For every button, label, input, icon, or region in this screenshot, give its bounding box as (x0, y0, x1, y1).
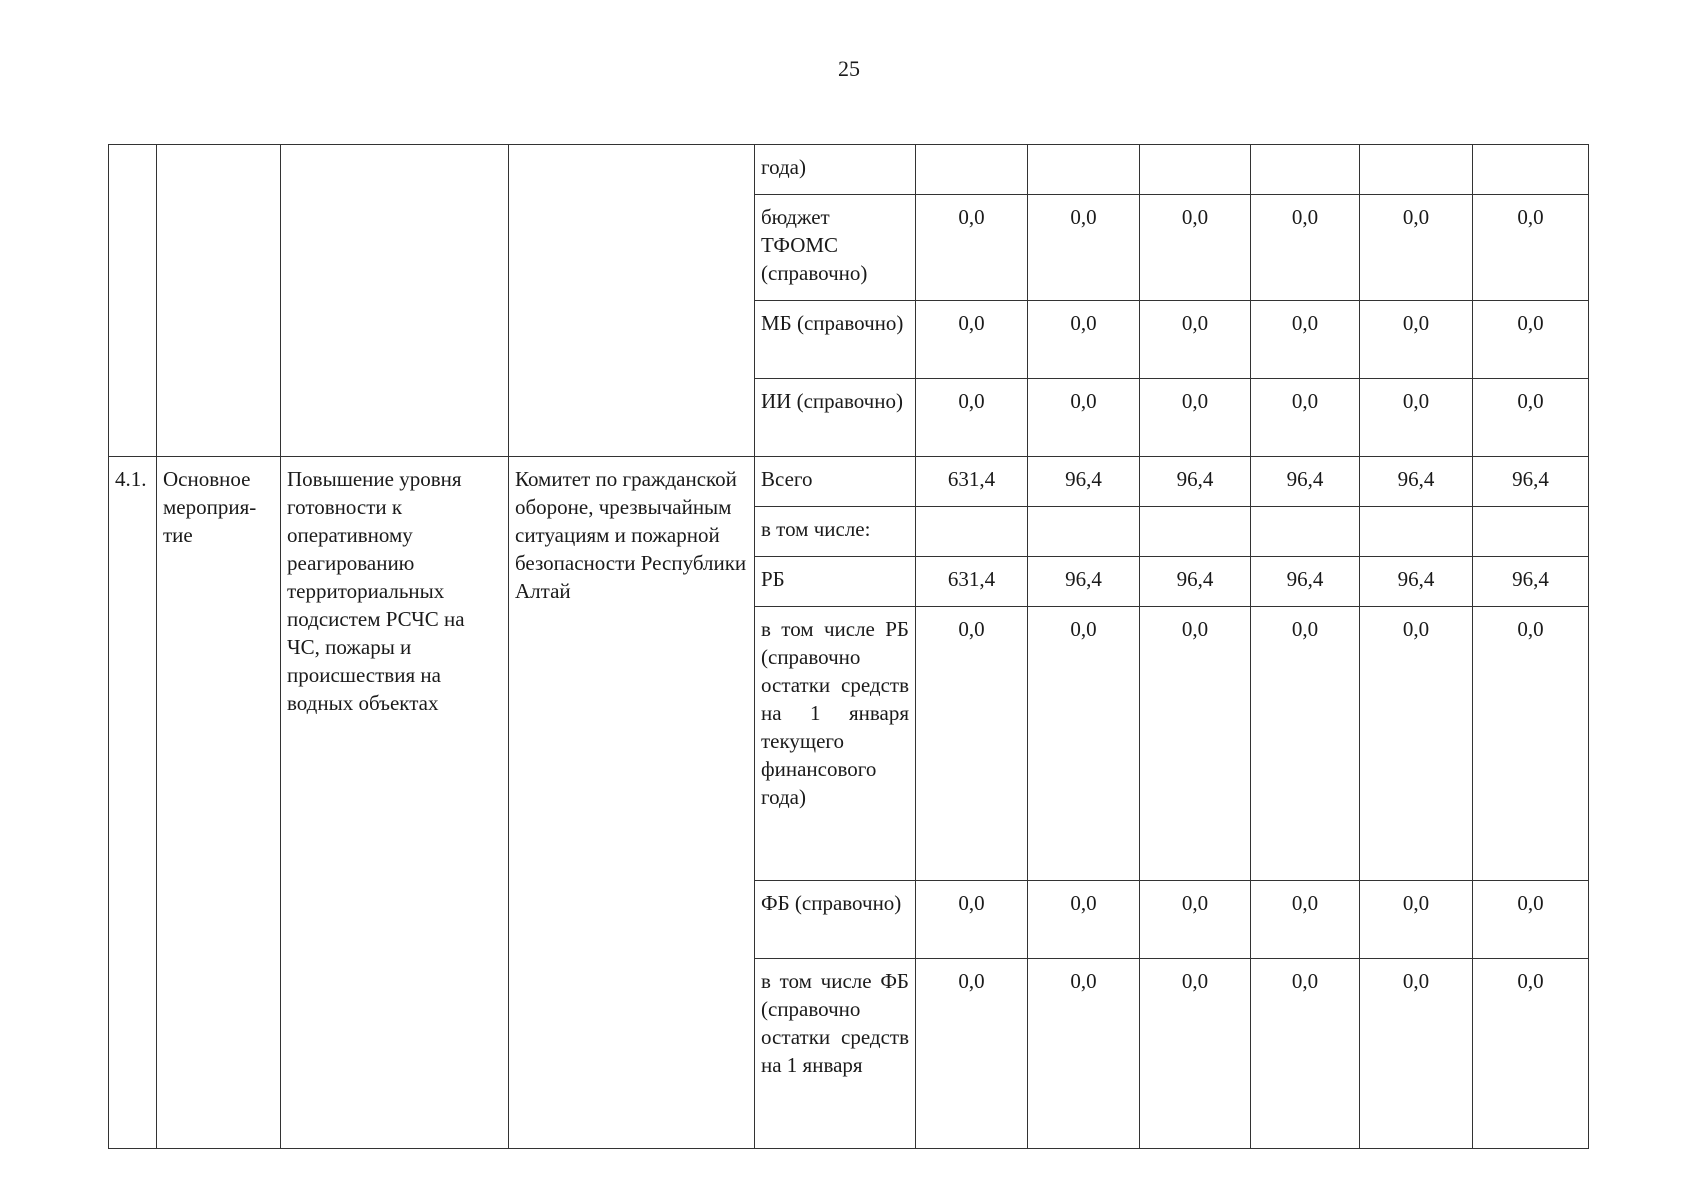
value-cell: 0,0 (1473, 301, 1589, 379)
value-cell: 96,4 (1473, 557, 1589, 607)
value-cell (916, 507, 1028, 557)
value-cell: 0,0 (916, 881, 1028, 959)
source-label: РБ (755, 557, 916, 607)
value-cell (1473, 145, 1589, 195)
value-cell (1140, 145, 1251, 195)
value-cell (1360, 507, 1473, 557)
value-cell: 0,0 (1473, 959, 1589, 1149)
value-cell: 0,0 (1028, 959, 1140, 1149)
cell-empty (509, 145, 755, 457)
value-cell (1251, 145, 1360, 195)
value-cell: 0,0 (1251, 301, 1360, 379)
value-cell: 0,0 (1140, 301, 1251, 379)
value-cell: 0,0 (1140, 607, 1251, 881)
value-cell: 0,0 (916, 959, 1028, 1149)
value-cell: 0,0 (1360, 301, 1473, 379)
value-cell: 96,4 (1473, 457, 1589, 507)
value-cell: 631,4 (916, 557, 1028, 607)
value-cell: 0,0 (916, 379, 1028, 457)
source-label: в том числе: (755, 507, 916, 557)
item-name: Повышение уровня готовности к оперативному реагированию территориальных подсистем РСЧС на ЧС, пожары и происшествия на водных объектах (281, 457, 509, 1149)
table-row (109, 145, 1589, 195)
value-cell: 0,0 (1140, 379, 1251, 457)
value-cell (1473, 507, 1589, 557)
value-cell: 0,0 (1140, 959, 1251, 1149)
value-cell: 0,0 (1473, 379, 1589, 457)
table-row (109, 457, 1589, 507)
source-label: в том числе ФБ (справочно остатки средств на 1 января (755, 959, 916, 1149)
cell-empty (109, 145, 157, 457)
source-label: ИИ (справочно) (755, 379, 916, 457)
value-cell: 0,0 (1360, 607, 1473, 881)
value-cell: 631,4 (916, 457, 1028, 507)
value-cell: 0,0 (1028, 195, 1140, 301)
value-cell: 0,0 (1473, 881, 1589, 959)
value-cell (1251, 507, 1360, 557)
value-cell: 96,4 (1140, 457, 1251, 507)
value-cell (1028, 507, 1140, 557)
value-cell (1028, 145, 1140, 195)
value-cell: 0,0 (1251, 881, 1360, 959)
source-label: МБ (справочно) (755, 301, 916, 379)
source-label: ФБ (справочно) (755, 881, 916, 959)
value-cell: 96,4 (1028, 457, 1140, 507)
item-number: 4.1. (109, 457, 157, 1149)
item-executor: Комитет по гражданской обороне, чрезвычайным ситуациям и пожарной безопасности Республики Алтай (509, 457, 755, 1149)
value-cell: 96,4 (1028, 557, 1140, 607)
value-cell: 0,0 (916, 607, 1028, 881)
value-cell: 0,0 (1140, 881, 1251, 959)
value-cell: 0,0 (1360, 379, 1473, 457)
value-cell: 96,4 (1251, 557, 1360, 607)
value-cell: 0,0 (1473, 607, 1589, 881)
value-cell (916, 145, 1028, 195)
value-cell: 0,0 (1251, 379, 1360, 457)
value-cell: 0,0 (916, 301, 1028, 379)
cell-empty (281, 145, 509, 457)
budget-table (108, 144, 1589, 1149)
page-number: 25 (838, 56, 860, 81)
source-label: в том числе РБ (справочно остатки средств на 1 января текущего финансового года) (755, 607, 916, 881)
value-cell: 0,0 (1473, 195, 1589, 301)
source-label: года) (755, 145, 916, 195)
source-label: бюджет ТФОМС (справочно) (755, 195, 916, 301)
value-cell: 0,0 (1251, 607, 1360, 881)
value-cell: 0,0 (1028, 607, 1140, 881)
source-label: Всего (755, 457, 916, 507)
value-cell: 0,0 (916, 195, 1028, 301)
value-cell: 0,0 (1360, 195, 1473, 301)
value-cell: 96,4 (1140, 557, 1251, 607)
value-cell: 96,4 (1360, 557, 1473, 607)
value-cell: 0,0 (1028, 881, 1140, 959)
cell-empty (157, 145, 281, 457)
value-cell: 0,0 (1360, 959, 1473, 1149)
value-cell: 0,0 (1028, 301, 1140, 379)
value-cell: 0,0 (1251, 959, 1360, 1149)
item-type: Основное мероприя-тие (157, 457, 281, 1149)
value-cell (1360, 145, 1473, 195)
value-cell: 96,4 (1251, 457, 1360, 507)
value-cell: 96,4 (1360, 457, 1473, 507)
value-cell: 0,0 (1251, 195, 1360, 301)
value-cell: 0,0 (1360, 881, 1473, 959)
value-cell (1140, 507, 1251, 557)
value-cell: 0,0 (1028, 379, 1140, 457)
value-cell: 0,0 (1140, 195, 1251, 301)
